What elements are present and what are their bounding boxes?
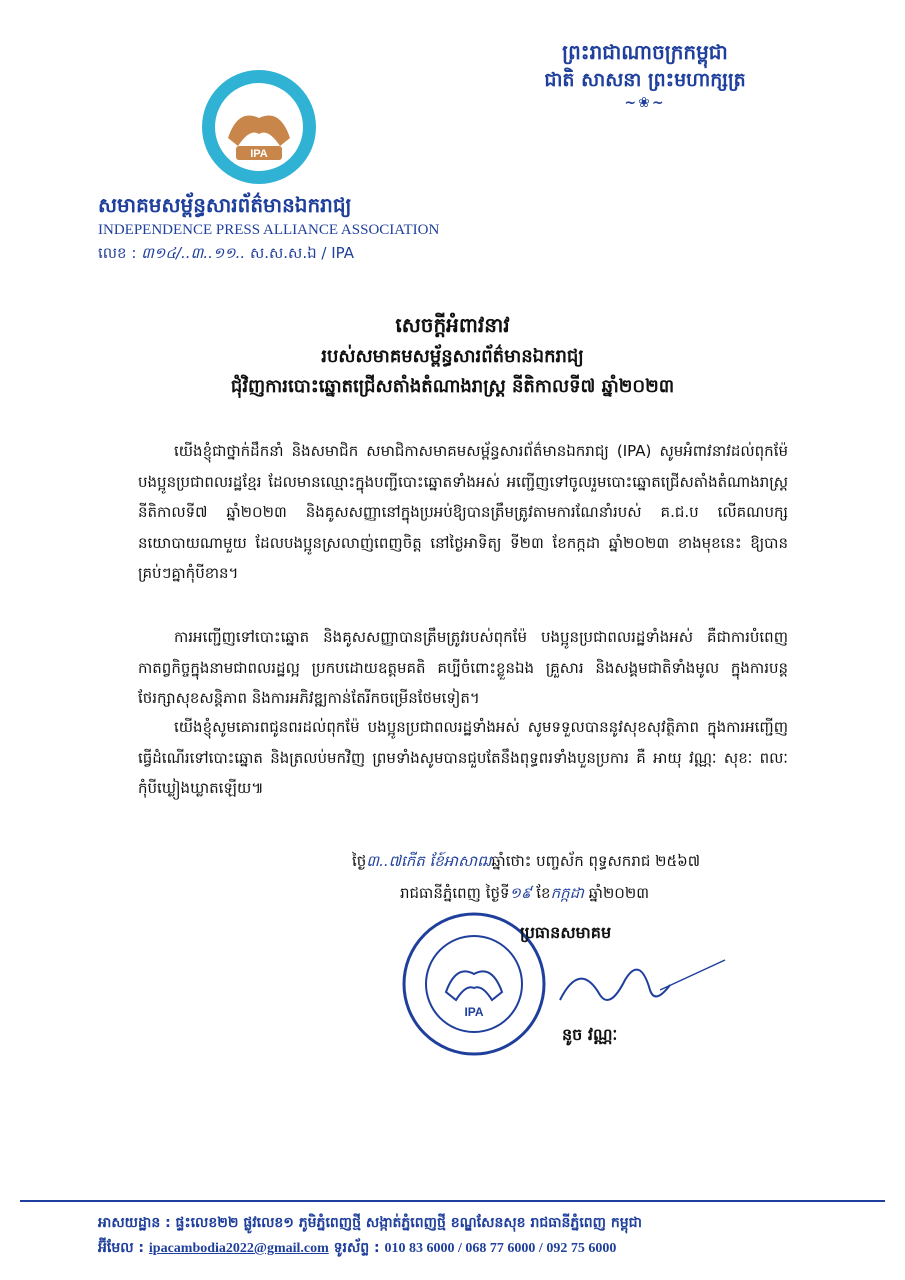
paragraph-3: យើងខ្ញុំសូមគោរពជូនពរដល់ពុកម៉ែ បងប្អូនប្រជាពលរដ្ឋទាំងអស់ សូមទទួលបាននូវសុខសុវត្ថិភាព ក្នុងការអញ្ជើញធ្វើដំណើរទៅបោះឆ្នោត និងត្រលប់មកវិញ ព្រមទាំងសូមបានជួបតែនឹងពុទ្ធពរទាំងបួនប្រការ គឺ អាយុ វណ្ណៈ សុខៈ ពលៈ កុំបីឃ្លៀងឃ្លាតឡើយ៕ (138, 718, 788, 797)
solar-date (400, 884, 649, 906)
doc-title: សេចក្តីអំពាវនាវ (395, 313, 510, 337)
lunar-fill: ៣..៧កើត ខែ៍អាសាឍ (366, 852, 492, 870)
kingdom-line1: ព្រះរាជាណាចក្រកម្ពុជា (562, 40, 728, 64)
assoc-name-kh: សមាគមសម្ព័ន្ធសារព័ត៌មានឯករាជ្យ (98, 193, 352, 217)
email-link[interactable]: ipacambodia2022@gmail.com (148, 1241, 329, 1256)
phone-label: ទូរស័ព្ទ : (328, 1240, 385, 1256)
reference-number (98, 244, 354, 266)
date-day: ១៩ (509, 884, 532, 902)
date-year: ឆ្នាំ២០២៣ (583, 884, 650, 902)
lunar-prefix: ថ្ងៃ (352, 852, 367, 870)
footer-divider (20, 1200, 885, 1202)
lunar-date (352, 852, 700, 874)
logo-text: IPA (250, 148, 268, 160)
email-label: អ៊ីមែល : (98, 1240, 149, 1256)
date-month: កក្កដា (550, 884, 584, 902)
footer-contact (98, 1238, 616, 1259)
ref-label: លេខ : (98, 244, 137, 262)
ornament-icon: ~❀~ (624, 95, 666, 111)
lunar-suffix: ឆ្នាំថោះ បញ្ចស័ក ពុទ្ធសករាជ ២៥៦៧ (491, 852, 701, 870)
doc-subject: ជុំវិញការបោះឆ្នោតជ្រើសតាំងតំណាងរាស្ត្រ នីតិកាលទី៧ ឆ្នាំ២០២៣ (230, 376, 675, 397)
footer-address: អាសយដ្ឋាន : ផ្ទះលេខ២២ ផ្លូវលេខ១ ភូមិភ្នំពេញថ្មី សង្កាត់ភ្នំពេញថ្មី ខណ្ឌសែនសុខ រាជធានីភ្នំពេញ កម្ពុជា (98, 1215, 642, 1231)
president-name: នូច វណ្ណៈ (562, 1025, 618, 1044)
ref-suffix: ស.ស.ស.ឯ / IPA (249, 244, 354, 262)
phone-numbers: 010 83 6000 / 068 77 6000 / 092 75 6000 (384, 1241, 617, 1256)
ref-number: ៣១៤/..៣..១១.. (141, 244, 246, 262)
paragraph-1: យើងខ្ញុំជាថ្នាក់ដឹកនាំ និងសមាជិក សមាជិកាសមាគមសម្ព័ន្ធសារព័ត៌មានឯករាជ្យ (IPA) សូមអំពាវនាវដល់ពុកម៉ែ បងប្អូនប្រជាពលរដ្ឋខ្មែរ ដែលមានឈ្មោះក្នុងបញ្ជីបោះឆ្នោតទាំងអស់ អញ្ជើញទៅចូលរួមបោះឆ្នោតជ្រើសតាំងតំណាងរាស្ត្រ នីតិកាលទី៧ ឆ្នាំ២០២៣ និងគូសសញ្ញានៅក្នុងប្រអប់ឱ្យបានត្រឹមត្រូវតាមការណែនាំរបស់ គ.ជ.ប លើគណបក្សនយោបាយណាមួយ ដែលបងប្អូនស្រលាញ់ពេញចិត្ត នៅថ្ងៃអាទិត្យ ទី២៣ ខែកក្កដា ឆ្នាំ២០២៣ ខាងមុខនេះ ឱ្យបានគ្រប់ៗគ្នាកុំបីខាន។ (138, 442, 788, 582)
assoc-name-en: INDEPENDENCE PRESS ALLIANCE ASSOCIATION (98, 222, 440, 238)
ipa-logo-icon (200, 68, 318, 186)
signature-icon (530, 940, 730, 1040)
date-place: រាជធានីភ្នំពេញ ថ្ងៃទី (400, 884, 510, 902)
stamp-text: IPA (464, 1005, 484, 1019)
date-month-label: ខែ (531, 884, 551, 902)
doc-subtitle: របស់សមាគមសម្ព័ន្ធសារព័ត៌មានឯករាជ្យ (321, 346, 584, 367)
paragraph-2: ការអញ្ជើញទៅបោះឆ្នោត និងគូសសញ្ញាបានត្រឹមត្រូវរបស់ពុកម៉ែ បងប្អូនប្រជាពលរដ្ឋទាំងអស់ គឺជាការបំពេញកាតព្វកិច្ចក្នុងនាមជាពលរដ្ឋល្អ ប្រកបដោយឧត្តមគតិ គប្បីចំពោះខ្លួនឯង គ្រួសារ និងសង្គមជាតិទាំងមូល ក្នុងការបន្តថែរក្សាសុខសន្តិភាព និងការអភិវឌ្ឍកាន់តែរីកចម្រើនថែមទៀត។ (138, 628, 788, 707)
kingdom-line2: ជាតិ សាសនា ព្រះមហាក្សត្រ (544, 69, 746, 91)
kingdom-header (520, 38, 770, 112)
president-title: ប្រធានសមាគម (520, 923, 612, 942)
